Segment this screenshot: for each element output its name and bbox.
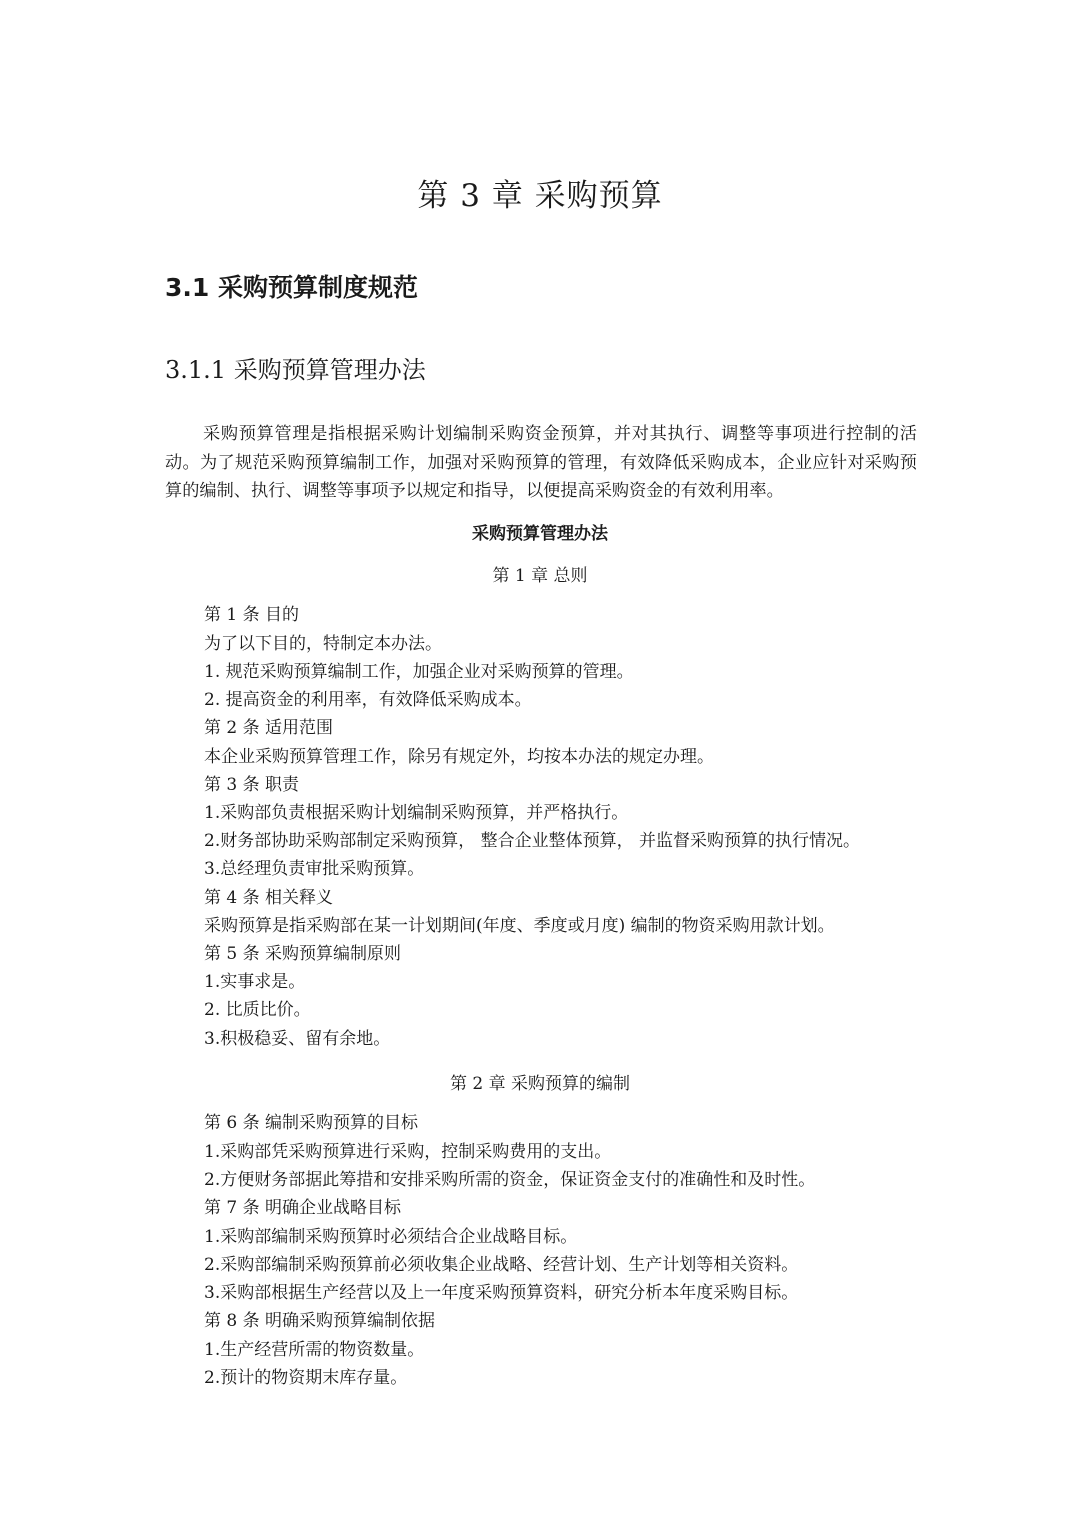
list-item: 3.积极稳妥、留有余地。 (204, 1029, 391, 1049)
list-item: 1.生产经营所需的物资数量。 (204, 1340, 425, 1360)
list-item: 2. 比质比价。 (204, 1000, 311, 1020)
list-item: 2.方便财务部据此筹措和安排采购所需的资金，保证资金支付的准确性和及时性。 (204, 1170, 816, 1190)
list-item: 2. 提高资金的利用率，有效降低采购成本。 (204, 690, 532, 710)
list-item: 2.财务部协助采购部制定采购预算， 整合企业整体预算， 并监督采购预算的执行情况。 (204, 831, 861, 851)
body-line: 本企业采购预算管理工作，除另有规定外，均按本办法的规定办理。 (204, 747, 714, 767)
list-item: 1.采购部编制采购预算时必须结合企业战略目标。 (204, 1227, 578, 1247)
document-title: 采购预算管理办法 (472, 524, 608, 544)
list-item: 2.预计的物资期末库存量。 (204, 1368, 408, 1388)
article-heading: 第 6 条 编制采购预算的目标 (204, 1113, 419, 1133)
list-item: 1.采购部负责根据采购计划编制采购预算，并严格执行。 (204, 803, 629, 823)
article-heading: 第 3 条 职责 (204, 775, 300, 795)
list-item: 1.实事求是。 (204, 972, 306, 992)
article-heading: 第 7 条 明确企业战略目标 (204, 1198, 402, 1218)
article-heading: 第 4 条 相关释义 (204, 888, 334, 908)
document-chapter-heading: 第 1 章 总则 (492, 566, 588, 586)
article-heading: 第 5 条 采购预算编制原则 (204, 944, 402, 964)
list-item: 3.采购部根据生产经营以及上一年度采购预算资料，研究分析本年度采购目标。 (204, 1283, 799, 1303)
document-chapter-heading: 第 2 章 采购预算的编制 (449, 1074, 631, 1094)
list-item: 2.采购部编制采购预算前必须收集企业战略、经营计划、生产计划等相关资料。 (204, 1255, 799, 1275)
article-heading: 第 8 条 明确采购预算编制依据 (204, 1311, 436, 1331)
body-line: 采购预算是指采购部在某一计划期间(年度、季度或月度) 编制的物资采购用款计划。 (204, 916, 835, 936)
list-item: 1. 规范采购预算编制工作，加强企业对采购预算的管理。 (204, 662, 634, 682)
article-heading: 第 1 条 目的 (204, 605, 300, 625)
section-title: 3.1 采购预算制度规范 (165, 273, 418, 302)
article-heading: 第 2 条 适用范围 (204, 718, 334, 738)
subsection-title: 3.1.1 采购预算管理办法 (165, 356, 426, 384)
chapter-title: 第 3 章 采购预算 (417, 178, 663, 214)
list-item: 3.总经理负责审批采购预算。 (204, 859, 425, 879)
intro-paragraph: 采购预算管理是指根据采购计划编制采购资金预算，并对其执行、调整等事项进行控制的活动。为了规范采购预算编制工作，加强对采购预算的管理，有效降低采购成本，企业应针对采购预算的编制、执行、调整等事项予以规定和指导，以便提高采购资金的有效利用率。 (165, 424, 917, 501)
list-item: 1.采购部凭采购预算进行采购，控制采购费用的支出。 (204, 1142, 612, 1162)
body-line: 为了以下目的，特制定本办法。 (204, 634, 442, 654)
